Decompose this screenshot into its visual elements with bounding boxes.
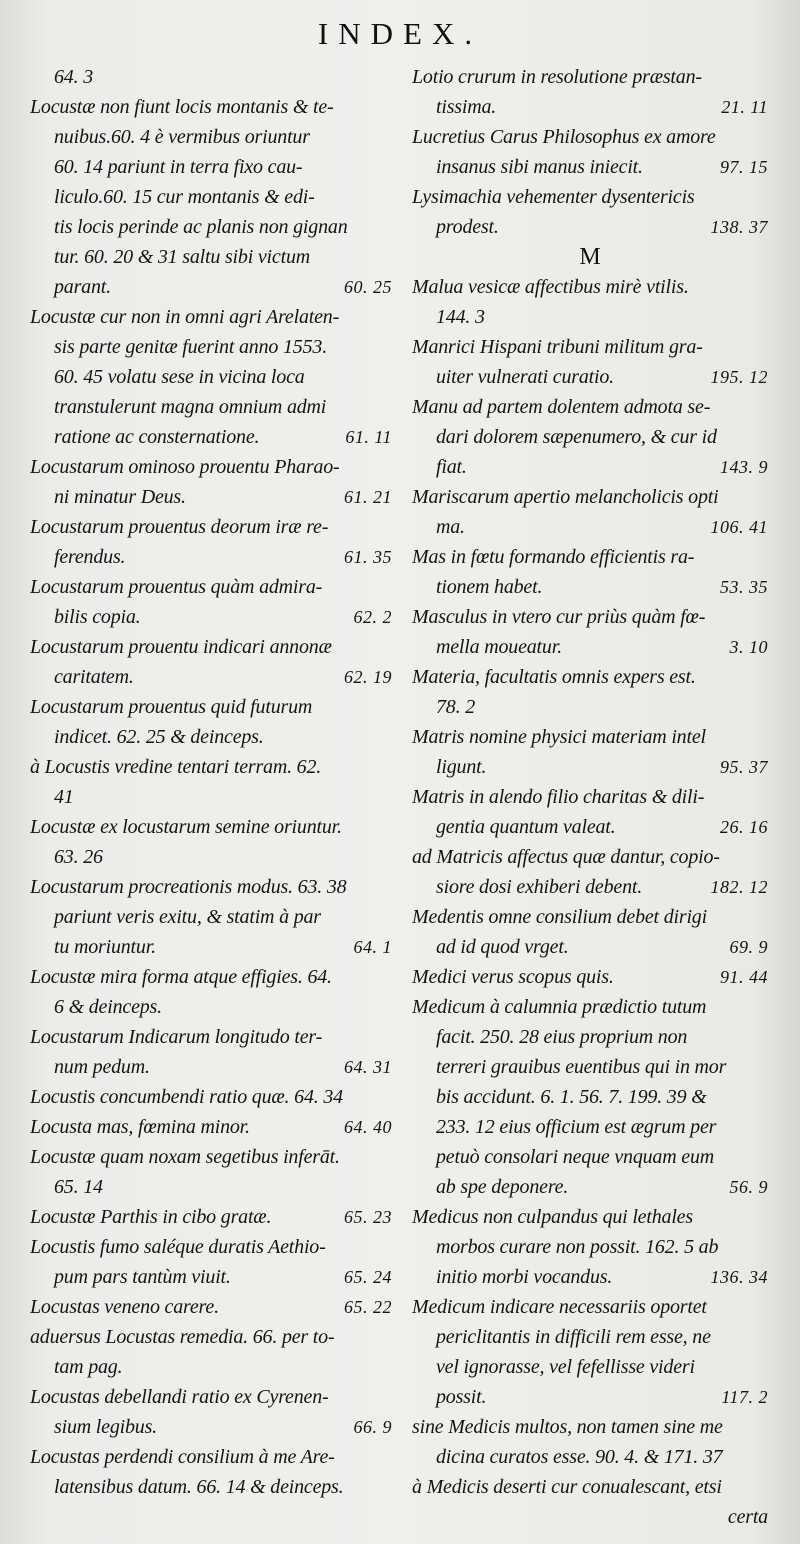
- index-line: [412, 872, 768, 902]
- index-entry-text: pariunt veris exitu, & statim à par: [54, 906, 321, 928]
- left-column: [30, 62, 392, 1502]
- page-reference: 53. 35: [720, 577, 768, 597]
- index-entry-text: ma.: [436, 516, 465, 538]
- index-entry-text: Matris in alendo filio charitas & dili-: [412, 786, 705, 808]
- index-line: [30, 692, 392, 722]
- index-entry-text: 78. 2: [436, 696, 476, 718]
- index-line: [412, 122, 768, 152]
- page-reference: 195. 12: [710, 367, 768, 387]
- index-line: [30, 332, 392, 362]
- index-line: [412, 842, 768, 872]
- index-entry-text: bis accidunt. 6. 1. 56. 7. 199. 39 &: [436, 1086, 707, 1108]
- index-entry-text: indicet. 62. 25 & deinceps.: [54, 726, 264, 748]
- index-line: [412, 92, 768, 122]
- index-line: [412, 1412, 768, 1442]
- index-line: [30, 1112, 392, 1142]
- index-entry-text: ratione ac consternatione.: [54, 426, 260, 448]
- index-line: [30, 542, 392, 572]
- index-entry-text: Matris nomine physici materiam intel: [412, 726, 706, 748]
- index-line: [30, 1382, 392, 1412]
- index-line: [412, 1442, 768, 1472]
- index-line: [412, 572, 768, 602]
- index-entry-text: sine Medicis multos, non tamen sine me: [412, 1416, 723, 1438]
- index-line: [412, 512, 768, 542]
- index-line: [30, 1082, 392, 1112]
- page-reference: 138. 37: [710, 217, 768, 237]
- index-entry-text: à Locustis vredine tentari terram. 62.: [30, 756, 322, 778]
- index-line: [30, 122, 392, 152]
- index-line: [30, 812, 392, 842]
- index-line: [412, 692, 768, 722]
- index-entry-text: aduersus Locustas remedia. 66. per to-: [30, 1326, 335, 1348]
- index-entry-text: bilis copia.: [54, 606, 141, 628]
- index-line: [412, 962, 768, 992]
- index-line: [30, 182, 392, 212]
- index-line: [412, 362, 768, 392]
- index-line: [30, 1292, 392, 1322]
- index-entry-text: 60. 45 volatu sese in vicina loca: [54, 366, 305, 388]
- index-entry-text: Locustas veneno carere.: [30, 1296, 219, 1318]
- index-line: [412, 302, 768, 332]
- index-line: [30, 92, 392, 122]
- index-line: [412, 1022, 768, 1052]
- index-line: [30, 212, 392, 242]
- index-entry-text: Locustæ ex locustarum semine oriuntur.: [30, 816, 342, 838]
- index-entry-text: Locustarum prouentu indicari annonæ: [30, 636, 332, 658]
- index-line: [30, 902, 392, 932]
- index-entry-text: 63. 26: [54, 846, 103, 868]
- index-entry-text: tionem habet.: [436, 576, 543, 598]
- index-entry-text: initio morbi vocandus.: [436, 1266, 613, 1288]
- index-entry-text: dicina curatos esse. 90. 4. & 171. 37: [436, 1446, 723, 1468]
- index-entry-text: uiter vulnerati curatio.: [436, 366, 614, 388]
- index-entry-text: Lucretius Carus Philosophus ex amore: [412, 126, 716, 148]
- index-line: [412, 602, 768, 632]
- page-reference: 64. 40: [344, 1117, 392, 1137]
- page-reference: 62. 19: [344, 667, 392, 687]
- index-entry-text: Locustarum prouentus quàm admira-: [30, 576, 323, 598]
- index-line: [30, 1442, 392, 1472]
- index-line: [412, 452, 768, 482]
- index-entry-text: 64. 3: [54, 66, 94, 88]
- index-line: [412, 422, 768, 452]
- index-line: [30, 62, 392, 92]
- index-line: [30, 1142, 392, 1172]
- index-line: [412, 1112, 768, 1142]
- index-entry-text: certa: [727, 1506, 768, 1528]
- index-line: [30, 362, 392, 392]
- index-entry-text: petuò consolari neque vnquam eum: [436, 1146, 714, 1168]
- index-entry-text: Materia, facultatis omnis expers est.: [412, 666, 696, 688]
- index-line: [412, 1232, 768, 1262]
- page-reference: 60. 25: [344, 277, 392, 297]
- page-reference: 65. 23: [344, 1207, 392, 1227]
- index-entry-text: caritatem.: [54, 666, 134, 688]
- index-entry-text: Lysimachia vehementer dysentericis: [412, 186, 695, 208]
- index-line: [412, 902, 768, 932]
- page-reference: 106. 41: [710, 517, 768, 537]
- page-reference: 136. 34: [710, 1267, 768, 1287]
- index-entry-text: M: [579, 244, 601, 270]
- index-line: [30, 1172, 392, 1202]
- index-entry-text: 144. 3: [436, 306, 485, 328]
- index-entry-text: dari dolorem sæpenumero, & cur id: [436, 426, 717, 448]
- index-line: [412, 722, 768, 752]
- index-entry-text: Locustas debellandi ratio ex Cyrenen-: [30, 1386, 329, 1408]
- page-reference: 65. 22: [344, 1297, 392, 1317]
- index-line: [30, 662, 392, 692]
- index-entry-text: Locustarum prouentus quid futurum: [30, 696, 313, 718]
- index-entry-text: tissima.: [436, 96, 497, 118]
- page-reference: 62. 2: [353, 607, 392, 627]
- page-reference: 182. 12: [710, 877, 768, 897]
- index-entry-text: ferendus.: [54, 546, 126, 568]
- index-entry-text: parant.: [54, 276, 111, 298]
- index-entry-text: Locustis concumbendi ratio quæ. 64. 34: [30, 1086, 343, 1108]
- index-entry-text: à Medicis deserti cur conualescant, etsi: [412, 1476, 722, 1498]
- index-line: [30, 422, 392, 452]
- page-reference: 69. 9: [729, 937, 768, 957]
- page-reference: 97. 15: [720, 157, 768, 177]
- index-entry-text: Medicum à calumnia prædictio tutum: [412, 996, 707, 1018]
- index-entry-text: Lotio crurum in resolutione præstan-: [412, 66, 702, 88]
- page-reference: 3. 10: [729, 637, 768, 657]
- index-line: [412, 1052, 768, 1082]
- index-entry-text: possit.: [436, 1386, 487, 1408]
- index-entry-text: ad Matricis affectus quæ dantur, copio-: [412, 846, 720, 868]
- index-line: [412, 1082, 768, 1112]
- page-reference: 95. 37: [720, 757, 768, 777]
- page-reference: 21. 11: [721, 97, 768, 117]
- page-reference: 26. 16: [720, 817, 768, 837]
- index-entry-text: mella moueatur.: [436, 636, 562, 658]
- index-entry-text: periclitantis in difficili rem esse, ne: [436, 1326, 711, 1348]
- index-entry-text: num pedum.: [54, 1056, 150, 1078]
- index-line: [30, 1412, 392, 1442]
- index-line: [412, 752, 768, 782]
- index-entry-text: Locustæ non fiunt locis montanis & te-: [30, 96, 334, 118]
- index-line: [412, 1292, 768, 1322]
- index-entry-text: Malua vesicæ affectibus mirè vtilis.: [412, 276, 689, 298]
- index-line: [30, 602, 392, 632]
- index-entry-text: sis parte genitæ fuerint anno 1553.: [54, 336, 328, 358]
- index-line: [30, 1352, 392, 1382]
- index-entry-text: latensibus datum. 66. 14 & deinceps.: [54, 1476, 344, 1498]
- index-line: [30, 1232, 392, 1262]
- index-entry-text: terreri grauibus euentibus qui in mor: [436, 1056, 727, 1078]
- index-entry-text: Locustas perdendi consilium à me Are-: [30, 1446, 335, 1468]
- page-reference: 64. 1: [353, 937, 392, 957]
- index-line: [412, 812, 768, 842]
- index-entry-text: siore dosi exhiberi debent.: [436, 876, 643, 898]
- index-line: [30, 842, 392, 872]
- page-reference: 143. 9: [720, 457, 768, 477]
- index-entry-text: 233. 12 eius officium est ægrum per: [436, 1116, 717, 1138]
- index-line: [412, 1172, 768, 1202]
- index-entry-text: sium legibus.: [54, 1416, 157, 1438]
- index-entry-text: Medici verus scopus quis.: [412, 966, 614, 988]
- index-entry-text: Manrici Hispani tribuni militum gra-: [412, 336, 703, 358]
- index-entry-text: Manu ad partem dolentem admota se-: [412, 396, 711, 418]
- index-line: [30, 1262, 392, 1292]
- index-line: [412, 1202, 768, 1232]
- index-entry-text: Locustarum procreationis modus. 63. 38: [30, 876, 347, 898]
- index-line: [412, 932, 768, 962]
- index-entry-text: morbos curare non possit. 162. 5 ab: [436, 1236, 719, 1258]
- index-line: [30, 1472, 392, 1502]
- index-entry-text: tu moriuntur.: [54, 936, 156, 958]
- page-reference: 91. 44: [720, 967, 768, 987]
- page-reference: 64. 31: [344, 1057, 392, 1077]
- index-line: [412, 272, 768, 302]
- index-line: [412, 1382, 768, 1412]
- index-entry-text: ab spe deponere.: [436, 1176, 569, 1198]
- index-line: [30, 752, 392, 782]
- index-line: [30, 272, 392, 302]
- index-entry-text: transtulerunt magna omnium admi: [54, 396, 327, 418]
- index-line: [412, 662, 768, 692]
- index-line: [30, 1022, 392, 1052]
- index-entry-text: 65. 14: [54, 1176, 103, 1198]
- index-entry-text: pum pars tantùm viuit.: [54, 1266, 231, 1288]
- index-line: [30, 302, 392, 332]
- index-entry-text: fiat.: [436, 456, 467, 478]
- index-entry-text: Mas in fœtu formando efficientis ra-: [412, 546, 695, 568]
- index-line: [30, 572, 392, 602]
- index-entry-text: Locustarum ominoso prouentu Pharao-: [30, 456, 340, 478]
- index-entry-text: vel ignorasse, vel fefellisse videri: [436, 1356, 695, 1378]
- page-reference: 61. 35: [344, 547, 392, 567]
- index-line: [412, 782, 768, 812]
- index-line: [412, 1322, 768, 1352]
- index-entry-text: Locustæ quam noxam segetibus inferāt.: [30, 1146, 340, 1168]
- index-line: [412, 482, 768, 512]
- right-column: [412, 62, 768, 1532]
- index-entry-text: 6 & deinceps.: [54, 996, 162, 1018]
- page-reference: 61. 21: [344, 487, 392, 507]
- index-entry-text: Locustæ cur non in omni agri Arelaten-: [30, 306, 340, 328]
- index-entry-text: ligunt.: [436, 756, 487, 778]
- index-entry-text: Locustarum Indicarum longitudo ter-: [30, 1026, 323, 1048]
- index-entry-text: Locustæ Parthis in cibo gratæ.: [30, 1206, 272, 1228]
- index-entry-text: insanus sibi manus iniecit.: [436, 156, 643, 178]
- index-line: [412, 1472, 768, 1502]
- index-entry-text: Medentis omne consilium debet dirigi: [412, 906, 707, 928]
- page-reference: 117. 2: [721, 1387, 768, 1407]
- index-entry-text: tis locis perinde ac planis non gignan: [54, 216, 348, 238]
- page-reference: 56. 9: [729, 1177, 768, 1197]
- index-line: [30, 962, 392, 992]
- index-line: [30, 512, 392, 542]
- index-line: [30, 722, 392, 752]
- index-entry-text: gentia quantum valeat.: [436, 816, 616, 838]
- index-line: [412, 1502, 768, 1532]
- index-line: [30, 242, 392, 272]
- index-line: [412, 1352, 768, 1382]
- index-entry-text: liculo.60. 15 cur montanis & edi-: [54, 186, 315, 208]
- index-line: [412, 992, 768, 1022]
- index-line: [30, 152, 392, 182]
- index-entry-text: ad id quod vrget.: [436, 936, 569, 958]
- index-entry-text: Locusta mas, fœmina minor.: [30, 1116, 250, 1138]
- index-line: [412, 332, 768, 362]
- index-line: [412, 212, 768, 242]
- index-entry-text: tur. 60. 20 & 31 saltu sibi victum: [54, 246, 310, 268]
- index-line: [30, 992, 392, 1022]
- index-line: [30, 632, 392, 662]
- index-line: [412, 632, 768, 662]
- index-line: [30, 872, 392, 902]
- index-line: [30, 782, 392, 812]
- index-entry-text: prodest.: [436, 216, 499, 238]
- index-entry-text: Locustarum prouentus deorum iræ re-: [30, 516, 329, 538]
- page-reference: 65. 24: [344, 1267, 392, 1287]
- index-entry-text: Mariscarum apertio melancholicis opti: [412, 486, 719, 508]
- index-line: [412, 1142, 768, 1172]
- index-entry-text: Locustis fumo saléque duratis Aethio-: [30, 1236, 326, 1258]
- index-entry-text: Masculus in vtero cur priùs quàm fœ-: [412, 606, 706, 628]
- index-line: [30, 452, 392, 482]
- index-entry-text: tam pag.: [54, 1356, 123, 1378]
- index-line: [412, 1262, 768, 1292]
- index-entry-text: Locustæ mira forma atque effigies. 64.: [30, 966, 332, 988]
- index-entry-text: facit. 250. 28 eius proprium non: [436, 1026, 688, 1048]
- index-entry-text: ni minatur Deus.: [54, 486, 186, 508]
- section-letter: [412, 242, 768, 272]
- index-line: [412, 62, 768, 92]
- page-header: INDEX.: [317, 16, 483, 51]
- index-entry-text: nuibus.60. 4 è vermibus oriuntur: [54, 126, 310, 148]
- index-line: [412, 152, 768, 182]
- index-line: [30, 1202, 392, 1232]
- index-line: [30, 1322, 392, 1352]
- index-line: [412, 542, 768, 572]
- index-line: [412, 182, 768, 212]
- index-line: [412, 392, 768, 422]
- index-entry-text: Medicus non culpandus qui lethales: [412, 1206, 693, 1228]
- index-entry-text: 41: [54, 786, 74, 808]
- page-reference: 66. 9: [353, 1417, 392, 1437]
- index-line: [30, 1052, 392, 1082]
- index-entry-text: Medicum indicare necessariis oportet: [412, 1296, 707, 1318]
- index-line: [30, 932, 392, 962]
- page-reference: 61. 11: [345, 427, 392, 447]
- index-entry-text: 60. 14 pariunt in terra fixo cau-: [54, 156, 303, 178]
- index-line: [30, 482, 392, 512]
- index-line: [30, 392, 392, 422]
